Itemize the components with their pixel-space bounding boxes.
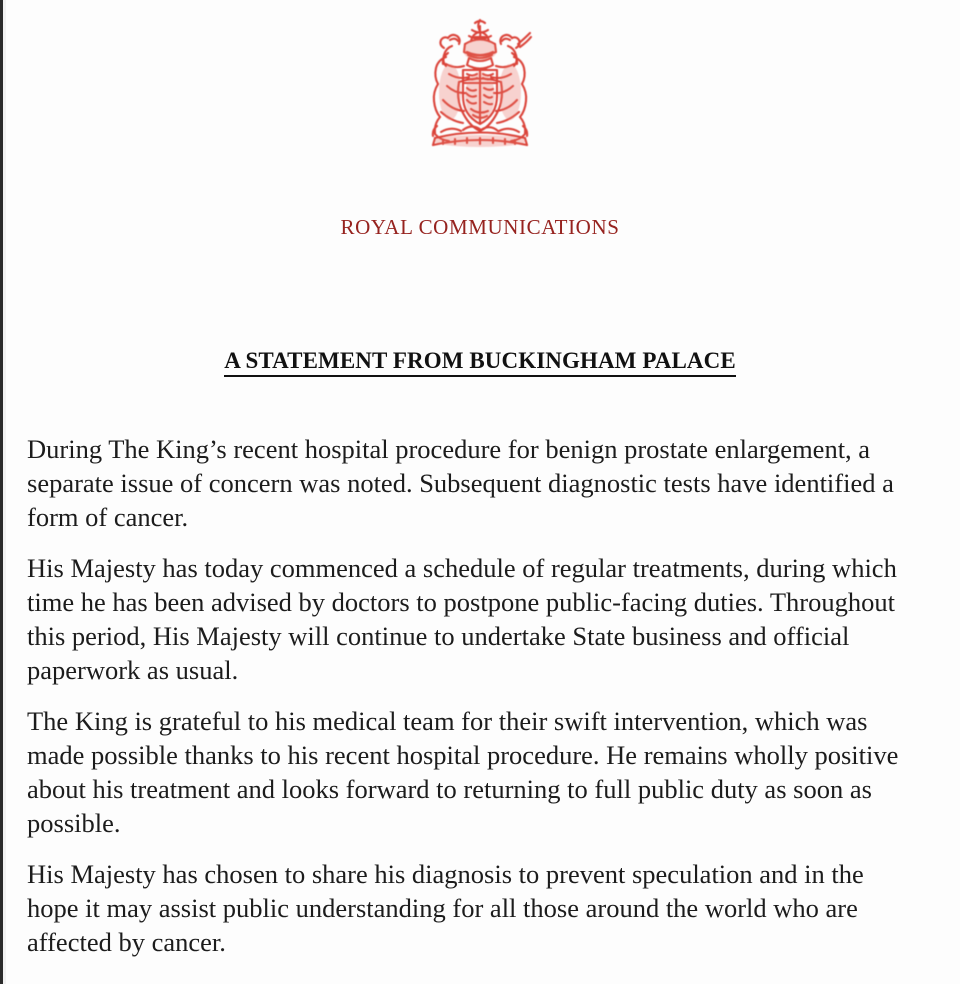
statement-paragraph: During The King’s recent hospital procedure for benign prostate enlargement, a separate issue of concern was noted. Subsequent diagnostic tests have identified a form of cancer. xyxy=(27,434,894,532)
royal-communications-heading: ROYAL COMMUNICATIONS xyxy=(340,215,620,239)
statement-paragraph: His Majesty has today commenced a schedule of regular treatments, during which time he has been advised by doctors to postpone public-facing duties. Throughout this period, His Majesty will continue to undertake State business and official paperwork as usual. xyxy=(27,553,897,685)
royal-coat-of-arms-icon xyxy=(405,14,555,164)
statement-paragraph: The King is grateful to his medical team for their swift intervention, which was made possible thanks to his recent hospital procedure. He remains wholly positive about his treatment and looks forward to returning to full public duty as soon as possible. xyxy=(27,706,899,838)
page-title-text: A STATEMENT FROM BUCKINGHAM PALACE xyxy=(224,348,736,377)
statement-body xyxy=(27,432,917,976)
page-title xyxy=(0,348,960,374)
crest-container xyxy=(0,14,960,169)
statement-paragraph: His Majesty has chosen to share his diagnosis to prevent speculation and in the hope it may assist public understanding for all those around the world who are affected by cancer. xyxy=(27,859,864,957)
